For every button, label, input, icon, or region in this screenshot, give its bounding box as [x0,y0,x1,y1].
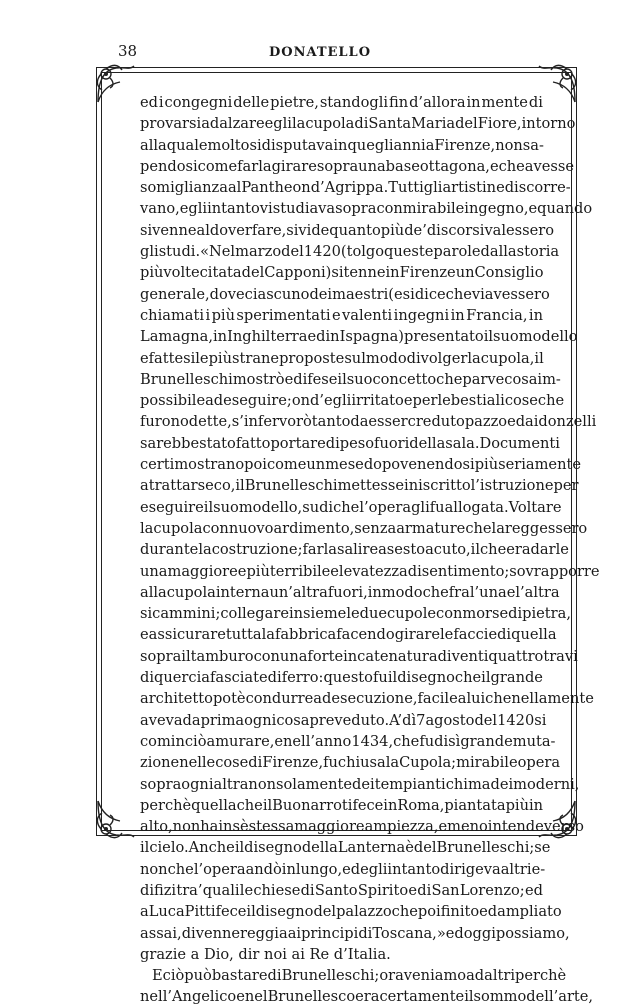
text-line: a Luca Pitti fece il disegno del palazzo che poi finito ed ampliato [140,903,562,921]
text-line: alto, non ha in sè stessa maggiore ampiezza, e meno intende verso [140,818,584,836]
text-line: zione nelle cose di Firenze, fu chiusa la Cupola; mirabile opera [140,754,561,772]
text-line: e assicurare tutta la fabbrica facendo girare le faccie di quella [140,626,557,644]
body-text [140,92,600,1008]
text-line: furono dette, s’infervorò tanto da esser creduto pazzo e dai donzelli [140,413,597,431]
text-line: aveva da prima ogni cosa preveduto. A’ dì 7 agosto del 1420 si [140,711,547,729]
text-line: vano, egli intanto vi studiava sopra con mirabile ingegno, e quando [140,200,593,218]
text-line: difizi tra’ quali le chiese di Santo Spirito e di San Lorenzo; ed [140,881,543,899]
text-line: somiglianza al Pantheon d’Agrippa. Tutti gli artisti ne discorre- [140,179,571,197]
text-line: provarsi ad alzare egli la cupola di Santa Maria del Fiore, intorno [140,115,576,133]
text-line: certi mostrano poi come un mese dopo venendosi più seriamente [140,456,581,474]
text-line: più volte citata del Capponi) si tenne in Firenze un Consiglio [140,264,544,282]
text-line: di quercia fasciate di ferro: questo fu il disegno che il grande [140,669,543,687]
text-line: si venne al dover fare, si vide quanto più de’ discorsi valessero [140,221,555,239]
text-line: durante la costruzione; farla salire a sesto acuto, il che era darle [140,541,569,559]
text-line: ed i congegni delle pietre, standogli fin d’allora in mente di [140,94,543,111]
text-line: a trattar seco, il Brunelleschi mettesse in iscritto l’istruzione per [140,477,579,495]
text-line: e fattesi le più strane proposte sul modo di volger la cupola, il [140,349,544,367]
page-number: 38 [118,42,138,60]
text-line: sopra il tamburo con una forte incatenatura di ventiquattro travi [140,647,578,665]
text-line: chiamati i più sperimentati e valenti ingegni in Francia, in [140,306,543,324]
running-title: DONATELLO [268,45,372,60]
text-line: Brunelleschi mostrò e difese il suo concetto che parve cosa im- [140,370,561,388]
text-line: grazie a Dio, dir noi ai Re d’Italia. [140,945,391,963]
text-line: sopra ogni altra non solamente dei tempi antichi ma dei moderni, [140,775,580,793]
text-line: non che l’opera andò in lungo, ed egli intanto dirigeva altri e- [140,860,546,878]
text-line: sarebbe stato fatto portare di peso fuori della sala. Documenti [140,434,560,452]
text-line: perchè quella che il Buonarroti fece in Roma, piantata più in [140,796,544,814]
text-line: possibile ad eseguire; ond’egli irritato e per le bestiali cose che [140,392,565,410]
text-line: alla cupola interna un’altra fuori, in modo che fra l’una e l’altra [140,583,560,601]
text-line: architetto potè condurre ad esecuzione, facile a lui che nella mente [140,690,594,708]
text-line: si cammini; collegare insieme le due cupole con morse di pietra, [140,605,571,623]
corner-ornament-icon [92,795,140,843]
text-line: E ciò può bastare di Brunelleschi; ora veniamo ad altri perchè [152,967,567,985]
text-line: cominciò a murare, e nell’ anno 1434, che fu di sì grande muta- [140,732,556,750]
text-line: eseguire il suo modello, su di che l’opera gli fu allogata. Voltare [140,498,562,516]
text-line: alla quale molto si disputava in quegli anni a Firenze, non sa- [140,136,544,154]
text-line: gli studi. « Nel marzo del 1420 (tolgo queste parole dalla storia [140,243,560,261]
text-line: pendosi come farla girare sopra una base ottagona, e che avesse [140,157,574,175]
text-line: assai, divenne reggia ai principi di Toscana, » ed oggi possiamo, [140,924,570,942]
text-line: generale, dove ciascuno dei maestri (e si dice che vi avessero [140,285,550,303]
corner-ornament-icon [92,60,140,108]
text-line: la cupola con nuovo ardimento, senza armature che la reggessero [140,519,588,537]
text-line: una maggiore e più terribile elevatezza di sentimento; sovrapporre [140,562,600,580]
text-line: il cielo. Anche il disegno della Lanterna è del Brunelleschi; se [140,839,551,857]
text-line: Lamagna, in Inghilterra ed in Ispagna) presentato il suo modello [140,328,578,346]
text-line: nell’Angelico e nel Brunellesco era certamente il sommo dell’arte, [140,988,594,1006]
